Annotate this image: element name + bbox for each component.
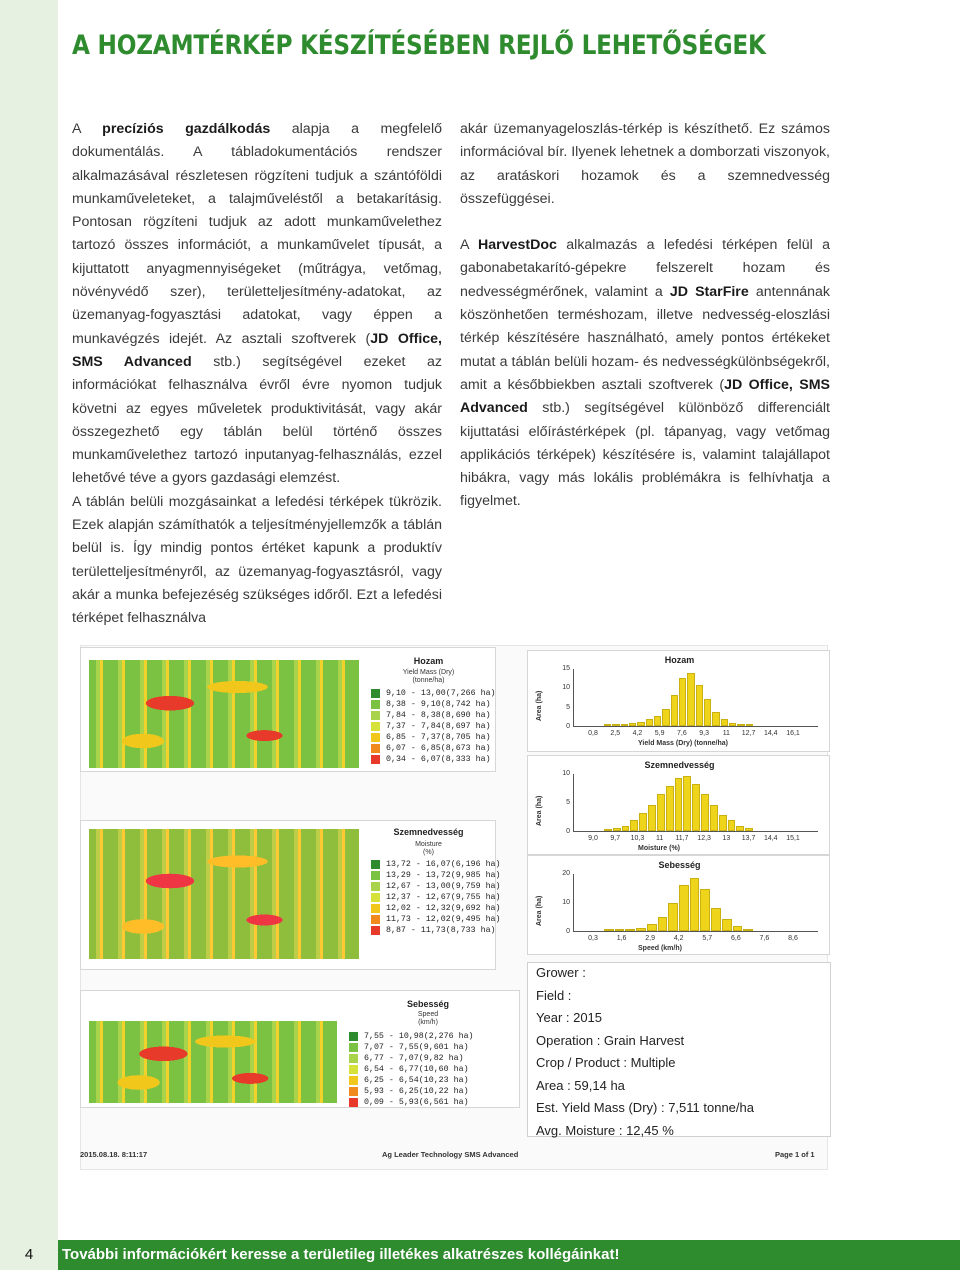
legend-swatch xyxy=(371,744,380,753)
histogram-x-tick: 9,7 xyxy=(610,835,621,842)
legend-label: 7,37 - 7,84(8,697 ha) xyxy=(386,722,491,731)
legend-subtitle: Yield Mass (Dry) xyxy=(402,669,455,676)
histogram-bar xyxy=(666,786,674,831)
legend-row xyxy=(371,892,501,903)
histogram-x-tick: 11 xyxy=(656,835,664,842)
legend-label: 12,02 - 12,32(9,692 ha) xyxy=(386,904,501,913)
histogram-bar xyxy=(646,719,653,726)
field-info-box xyxy=(527,962,831,1137)
legend-unit: (tonne/ha) xyxy=(412,677,445,684)
legend-row xyxy=(349,1064,469,1075)
map-panel-speed xyxy=(80,990,520,1108)
legend-label: 7,55 - 10,98(2,276 ha) xyxy=(364,1032,474,1041)
legend-row xyxy=(371,870,501,881)
footer-text: További információkért keresse a területileg illetékes alkatrészes kollégáinkat! xyxy=(62,1246,620,1263)
histogram-bar xyxy=(604,724,611,726)
legend-swatch xyxy=(371,871,380,880)
legend-row xyxy=(371,710,491,721)
histogram-bar xyxy=(733,926,743,931)
histogram-bar xyxy=(710,805,718,831)
legend-swatch xyxy=(349,1098,358,1107)
legend-label: 9,10 - 13,00(7,266 ha) xyxy=(386,689,496,698)
histogram-bar xyxy=(604,929,614,931)
histogram-x-tick: 14,4 xyxy=(763,730,778,737)
histogram-x-tick: 8,6 xyxy=(788,935,798,942)
histogram-x-tick: 15,1 xyxy=(786,835,800,842)
histogram-bar xyxy=(630,820,638,831)
legend-row xyxy=(371,903,501,914)
legend-row xyxy=(371,754,491,765)
legend-row xyxy=(349,1031,474,1042)
paragraph: A táblán belüli mozgásainkat a lefedési térképek tükrözik. Ezek alapján számíthatók a teljesítményjellemzők a táblán belül is. Így mindig pontos értéket kapunk a produktív területteljesítményről, az üzemanyag-fogyasztásról, vagy akár a munka befejezéség szükséges időről. Ezt a lefedési térképet felhasználva xyxy=(72,493,442,627)
histogram-bar xyxy=(719,815,727,831)
histogram-x-tick: 10,3 xyxy=(630,835,645,842)
paragraph: A precíziós gazdálkodás alapja a megfelelő dokumentálás. A tábladokumentációs rendszer alkalmazásával részletesen rögzíteni tudjuk a szántóföldi munkaműveleteket, a talajműveléstől a betakarításig. Pontosan rögzíteni tudjuk az adott munkaművelethez tartozó összes információt, a munkaművelet típusát, a kijuttatott anyagmennyiségeket (műtrágya, vetőmag, növényvédő szer), területteljesítmény-adatokat, az üzemanyag-fogyasztási adatokat, vagy éppen a munkavégzés idejét. Az asztali szoftverek (JD Office, SMS Advanced stb.) segítségével ezeket az információkat felhasználva évről évre nyomon tudjuk követni az egyes műveletek produktivitását, vagy akár összegezhető egy táblán belül történő összes munkaművelethez tartozó inputanyag-felhasználás, ezzel lehetővé téve a gyors gazdasági elemzést. xyxy=(72,121,442,487)
histogram-y-tick: 20 xyxy=(562,870,570,877)
page-number: 4 xyxy=(0,1240,58,1270)
text-column-left xyxy=(72,118,442,631)
histogram-axes xyxy=(573,874,818,932)
legend-swatch xyxy=(371,689,380,698)
histogram-bar xyxy=(612,724,619,726)
histogram-bar xyxy=(636,928,646,931)
histogram-bar xyxy=(668,903,678,931)
histogram-bar xyxy=(728,820,736,831)
histogram-x-tick: 0,3 xyxy=(588,935,598,942)
histogram-x-tick: 9,0 xyxy=(588,835,598,842)
legend-swatch xyxy=(371,733,380,742)
histogram-bar xyxy=(675,778,683,831)
speed-map xyxy=(89,1021,337,1103)
legend-label: 8,38 - 9,10(8,742 ha) xyxy=(386,700,491,709)
histogram-bar xyxy=(662,709,669,726)
histogram-bar xyxy=(683,776,691,831)
histogram-title: Szemnedvesség xyxy=(644,760,715,770)
histogram-x-tick: 12,7 xyxy=(741,730,756,737)
info-line: Est. Yield Mass (Dry) : 7,511 tonne/ha xyxy=(536,1100,754,1115)
legend-swatch xyxy=(349,1087,358,1096)
histogram-bar xyxy=(701,794,709,831)
legend-label: 5,93 - 6,25(10,22 ha) xyxy=(364,1087,469,1096)
histogram-x-label: Moisture (%) xyxy=(638,845,680,852)
histogram-x-tick: 11,7 xyxy=(675,835,689,842)
histogram-bar xyxy=(712,712,719,726)
legend-title: Sebesség xyxy=(406,999,450,1009)
histogram-bar xyxy=(625,929,635,931)
yield-map xyxy=(89,660,359,768)
info-line: Grower : xyxy=(536,965,586,980)
info-line: Avg. Moisture : 12,45 % xyxy=(536,1122,674,1138)
info-line: Year : 2015 xyxy=(536,1010,603,1025)
histogram-x-tick: 13,7 xyxy=(741,835,756,842)
report-date: 2015.08.18. 8:11:17 xyxy=(80,1150,148,1159)
histogram-y-tick: 0 xyxy=(566,928,570,935)
legend-swatch xyxy=(371,893,380,902)
histogram-y-tick: 10 xyxy=(562,684,570,692)
legend-swatch xyxy=(371,860,380,869)
histogram-bar xyxy=(736,826,744,831)
legend-label: 12,67 - 13,00(9,759 ha) xyxy=(386,882,501,891)
legend-label: 6,07 - 6,85(8,673 ha) xyxy=(386,744,491,753)
histogram-bar xyxy=(671,695,678,726)
histogram-y-tick: 0 xyxy=(566,723,570,730)
histogram-bar xyxy=(704,699,711,726)
info-line: Field : xyxy=(536,987,572,1003)
histogram-x-tick: 6,6 xyxy=(730,935,741,942)
histogram-title: Hozam xyxy=(664,655,695,665)
histogram-axes xyxy=(573,669,818,727)
histogram-bar xyxy=(658,917,668,931)
histogram-bar xyxy=(654,716,661,726)
legend-title: Szemnedvesség xyxy=(393,827,464,837)
histogram-bar xyxy=(745,828,753,831)
legend-row xyxy=(371,914,501,925)
histogram-moisture xyxy=(527,755,830,855)
legend-swatch xyxy=(371,711,380,720)
legend-row xyxy=(371,699,491,710)
legend-row xyxy=(371,721,491,732)
histogram-x-tick: 7,6 xyxy=(677,730,687,737)
legend-row xyxy=(349,1053,464,1064)
legend-subtitle: Speed xyxy=(417,1011,439,1018)
legend-swatch xyxy=(349,1065,358,1074)
legend-title: Hozam xyxy=(413,656,444,666)
legend-label: 13,29 - 13,72(9,985 ha) xyxy=(386,871,501,880)
moisture-map xyxy=(89,829,359,959)
histogram-y-tick: 5 xyxy=(566,799,570,806)
histogram-bar xyxy=(639,813,647,831)
histogram-bar xyxy=(622,826,630,831)
legend-swatch xyxy=(349,1076,358,1085)
legend-row xyxy=(371,688,496,699)
legend-label: 11,73 - 12,02(9,495 ha) xyxy=(386,915,501,924)
histogram-x-tick: 4,2 xyxy=(632,730,643,737)
text-column-right xyxy=(460,118,830,514)
histogram-x-tick: 0,8 xyxy=(588,730,598,737)
legend-swatch xyxy=(371,700,380,709)
paragraph: A HarvestDoc alkalmazás a lefedési térképen felül a gabonabetakarító-gépekre felszerelt hozam és nedvességmérőnek, valamint a JD StarFire antennának köszönhetően terméshozam, illetve nedvesség-eloszlási térkép készítésére használható, amely pontos értékeket mutat a táblán belüli hozam- és nedvességkülönbségekről, amit a későbbiekben asztali szoftverek (JD Office, SMS Advanced stb.) segítségével különböző differenciált kijuttatási előírástérképek (pl. tápanyag, vagy vetőmag applikációs térképek) készítésére is, valamint talajállapot hibákra, vagy más lokális problémákra is felhívhatja a figyelmet. xyxy=(460,237,830,510)
legend-label: 6,85 - 7,37(8,705 ha) xyxy=(386,733,491,742)
histogram-x-label: Yield Mass (Dry) (tonne/ha) xyxy=(638,740,728,747)
histogram-bar xyxy=(604,829,612,831)
legend-swatch xyxy=(349,1032,358,1041)
histogram-x-tick: 5,9 xyxy=(654,730,665,737)
histogram-x-tick: 12,3 xyxy=(697,835,711,842)
histogram-title: Sebesség xyxy=(658,860,701,870)
info-line: Area : 59,14 ha xyxy=(536,1077,625,1093)
report-software: Ag Leader Technology SMS Advanced xyxy=(382,1150,519,1159)
legend-label: 8,87 - 11,73(8,733 ha) xyxy=(386,926,496,935)
legend-label: 7,84 - 8,38(8,690 ha) xyxy=(386,711,491,720)
histogram-y-tick: 10 xyxy=(562,899,570,906)
histogram-bar xyxy=(679,885,689,931)
histogram-bar xyxy=(737,724,744,726)
legend-label: 13,72 - 16,07(6,196 ha) xyxy=(386,860,501,869)
histogram-bar xyxy=(613,828,621,831)
map-panel-moisture xyxy=(80,820,501,970)
legend-label: 6,25 - 6,54(10,23 ha) xyxy=(364,1076,469,1085)
legend-label: 12,37 - 12,67(9,755 ha) xyxy=(386,893,501,902)
legend-row xyxy=(371,881,501,892)
info-line: Crop / Product : Multiple xyxy=(536,1055,676,1070)
legend-subtitle: Moisture xyxy=(415,841,442,848)
legend-swatch xyxy=(371,755,380,764)
histogram-bar xyxy=(615,929,625,931)
legend-swatch xyxy=(349,1054,358,1063)
histogram-bar xyxy=(729,723,736,726)
histogram-x-tick: 14,4 xyxy=(763,835,778,842)
histogram-x-tick: 9,3 xyxy=(699,730,709,737)
histogram-y-tick: 0 xyxy=(566,828,570,835)
page-title: A HOZAMTÉRKÉP KÉSZÍTÉSÉBEN REJLŐ LEHETŐSÉGEK xyxy=(72,30,766,61)
legend-label: 7,07 - 7,55(9,601 ha) xyxy=(364,1043,469,1052)
histogram-bar xyxy=(743,929,753,931)
histogram-x-tick: 4,2 xyxy=(673,935,684,942)
histogram-axes xyxy=(573,774,818,832)
legend-unit: (km/h) xyxy=(418,1019,438,1026)
histogram-bar xyxy=(696,685,703,726)
histogram-yield xyxy=(527,650,830,752)
histogram-x-label: Speed (km/h) xyxy=(638,945,682,952)
legend-swatch xyxy=(371,882,380,891)
histogram-bar xyxy=(692,784,700,831)
histogram-bar xyxy=(722,919,732,931)
histogram-bar xyxy=(679,678,686,726)
legend-row xyxy=(349,1086,469,1097)
histogram-y-tick: 10 xyxy=(562,770,570,777)
histogram-x-tick: 5,7 xyxy=(702,935,713,942)
histogram-x-tick: 7,6 xyxy=(759,935,770,942)
histogram-x-tick: 2,9 xyxy=(645,935,656,942)
legend-label: 6,77 - 7,07(9,82 ha) xyxy=(364,1054,464,1063)
legend-swatch xyxy=(371,904,380,913)
histogram-bar xyxy=(690,878,700,931)
legend-label: 6,54 - 6,77(10,60 ha) xyxy=(364,1065,469,1074)
histogram-bar xyxy=(711,908,721,931)
legend-label: 0,34 - 6,07(8,333 ha) xyxy=(386,755,491,764)
legend-swatch xyxy=(371,722,380,731)
legend-swatch xyxy=(349,1043,358,1052)
histogram-bar xyxy=(648,805,656,831)
histogram-bar xyxy=(746,724,753,726)
legend-row xyxy=(349,1042,469,1053)
info-line: Operation : Grain Harvest xyxy=(536,1032,685,1048)
histogram-bar xyxy=(647,924,657,931)
histogram-y-label: Area (ha) xyxy=(536,795,543,826)
legend-row xyxy=(349,1097,469,1108)
map-panel-yield xyxy=(80,647,496,772)
histogram-bar xyxy=(657,794,665,831)
paragraph: akár üzemanyageloszlás-térkép is készíthető. Ez számos információval bír. Ilyenek lehetnek a domborzati viszonyok, az aratáskori hozamok és a szemnedvesség összefüggései. xyxy=(460,121,830,207)
legend-label: 0,09 - 5,93(6,561 ha) xyxy=(364,1098,469,1107)
histogram-y-label: Area (ha) xyxy=(536,690,543,721)
histogram-bar xyxy=(621,724,628,726)
histogram-x-tick: 11 xyxy=(722,730,730,737)
histogram-bar xyxy=(629,723,636,726)
legend-row xyxy=(371,732,491,743)
histogram-bar xyxy=(637,722,644,726)
legend-row xyxy=(371,925,496,936)
histogram-x-tick: 16,1 xyxy=(786,730,800,737)
histogram-x-tick: 1,6 xyxy=(616,935,627,942)
report-page: Page 1 of 1 xyxy=(775,1150,815,1159)
histogram-x-tick: 13 xyxy=(722,835,731,842)
legend-row xyxy=(349,1075,469,1086)
histogram-x-tick: 2,5 xyxy=(610,730,621,737)
histogram-bar xyxy=(721,719,728,726)
histogram-bar xyxy=(687,673,694,726)
histogram-y-tick: 5 xyxy=(566,703,570,711)
legend-row xyxy=(371,743,491,754)
legend-row xyxy=(371,859,501,870)
legend-unit: (%) xyxy=(423,849,434,856)
histogram-y-label: Area (ha) xyxy=(536,895,543,926)
histogram-bar xyxy=(700,889,710,931)
legend-swatch xyxy=(371,915,380,924)
histogram-speed xyxy=(527,855,830,955)
legend-swatch xyxy=(371,926,380,935)
histogram-y-tick: 15 xyxy=(562,665,570,672)
